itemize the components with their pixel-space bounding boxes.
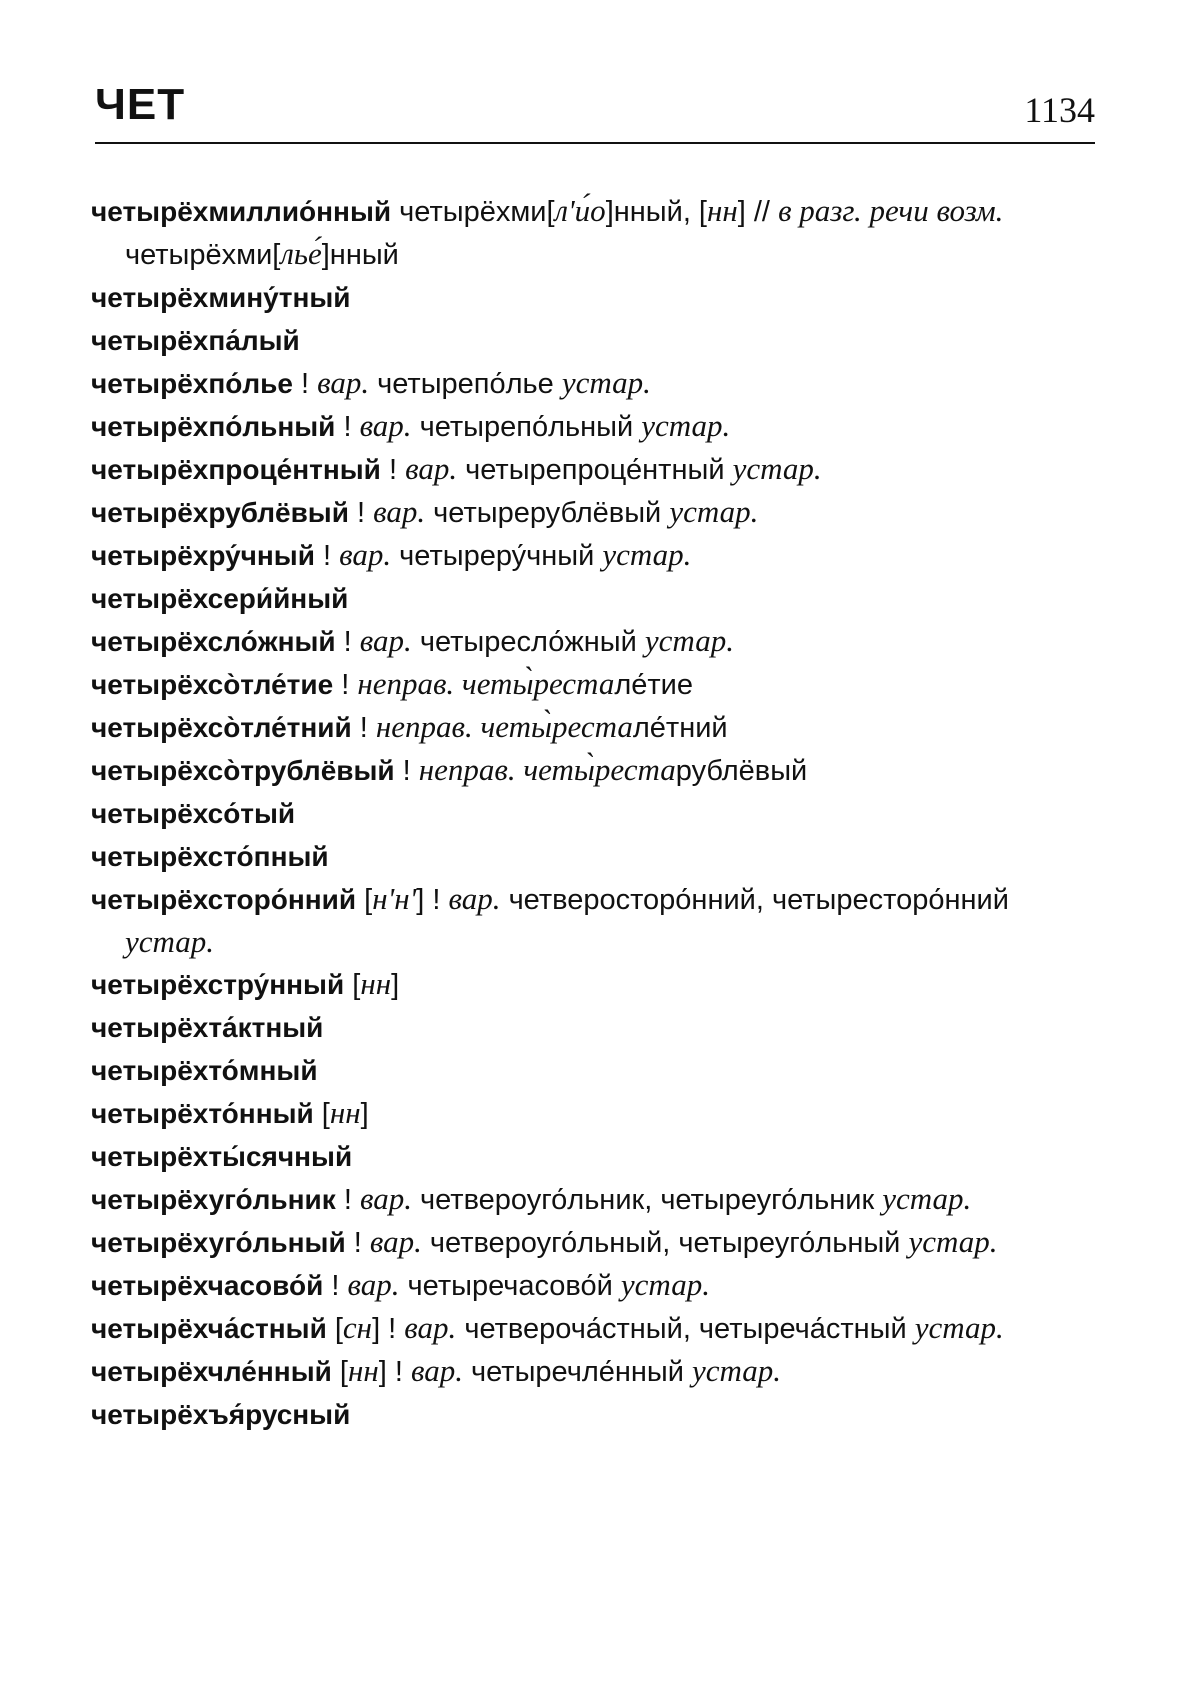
dictionary-entry xyxy=(91,577,1097,620)
entry-label: устар. xyxy=(882,1181,972,1216)
page-number: 1134 xyxy=(1024,90,1095,130)
dictionary-entry xyxy=(91,1307,1097,1350)
entry-headword: четырёхча́стный xyxy=(91,1313,327,1344)
entry-label: устар. xyxy=(561,365,651,400)
entry-headword: четырёхъя́русный xyxy=(91,1399,351,1430)
entry-label: в разг. речи возм. xyxy=(778,193,1004,228)
entry-text: четырёхми[ xyxy=(125,239,281,271)
entry-text: ле́тие xyxy=(614,669,693,701)
entry-text: [ xyxy=(326,1313,343,1345)
entry-text: ! xyxy=(333,669,358,701)
entry-label: устар. xyxy=(914,1310,1004,1345)
entry-label: вар. xyxy=(404,1310,457,1345)
dictionary-entry xyxy=(91,491,1097,534)
entry-label: нн xyxy=(347,1353,379,1388)
dictionary-entry xyxy=(91,1221,1097,1264)
entry-headword: четырёхсо̀трублёвый xyxy=(91,755,395,786)
entry-text: [ xyxy=(313,1098,330,1130)
entry-label: устар. xyxy=(732,451,822,486)
entry-text: ]нный, [ xyxy=(605,196,707,228)
entry-label: вар. xyxy=(369,1224,422,1259)
dictionary-entry xyxy=(91,276,1097,319)
entry-text: ! xyxy=(292,368,318,400)
dictionary-entry xyxy=(91,792,1097,835)
entry-label: устар. xyxy=(641,408,731,443)
entry-text: [ xyxy=(331,1356,348,1388)
dictionary-entry xyxy=(91,663,1097,706)
entry-headword: четырёхсо̀тле́тний xyxy=(91,712,352,743)
entry-headword: четырёхсторо́нний xyxy=(91,884,357,915)
entry-label: устар. xyxy=(644,623,734,658)
entry-label: вар. xyxy=(317,365,370,400)
entry-label: устар. xyxy=(692,1353,782,1388)
entry-text: четвероуго́льник, четыреуго́льник xyxy=(411,1184,883,1216)
header-word: ЧЕТ xyxy=(95,80,186,129)
entry-text: ]нный xyxy=(321,239,399,271)
entry-label: неправ. четы̀реста xyxy=(375,709,633,744)
entry-label: вар. xyxy=(405,451,458,486)
entry-headword: четырёхуго́льный xyxy=(91,1227,346,1258)
entry-label: вар. xyxy=(410,1353,463,1388)
entry-text: ] ! xyxy=(378,1356,411,1388)
entry-text: [ xyxy=(344,969,361,1001)
entry-label: нн xyxy=(329,1095,361,1130)
entry-label: устар. xyxy=(620,1267,710,1302)
entry-text: ] ! xyxy=(372,1313,405,1345)
dictionary-entry xyxy=(91,749,1097,792)
entry-text: четырерублёвый xyxy=(425,497,670,529)
entry-text: ! xyxy=(323,1270,348,1302)
entry-headword: четырёхуго́льник xyxy=(91,1184,336,1215)
entry-text: ] xyxy=(360,1098,369,1130)
entry-label: устар. xyxy=(669,494,759,529)
entry-headword: четырёхчасово́й xyxy=(91,1270,324,1301)
entry-text: рублёвый xyxy=(675,755,808,787)
entry-headword: четырёхрублёвый xyxy=(91,497,349,528)
entry-text: четверосторо́нний, четыресторо́нний xyxy=(500,884,1009,916)
entry-label: нн xyxy=(360,966,392,1001)
entry-headword: четырёхта́ктный xyxy=(91,1012,324,1043)
entry-label: вар. xyxy=(373,494,426,529)
entry-text: четыречле́нный xyxy=(462,1356,693,1388)
dictionary-entry xyxy=(91,534,1097,577)
dictionary-entry xyxy=(91,1006,1097,1049)
dictionary-entry xyxy=(91,1049,1097,1092)
entry-headword: четырёхчле́нный xyxy=(91,1356,332,1387)
running-header xyxy=(95,78,1095,144)
entry-text: четыресло́жный xyxy=(411,626,645,658)
entry-text: ! xyxy=(335,1184,360,1216)
dictionary-entry xyxy=(91,706,1097,749)
dictionary-entry xyxy=(91,835,1097,878)
dictionary-entry xyxy=(91,1092,1097,1135)
entry-text: четвероуго́льный, четыреуго́льный xyxy=(421,1227,909,1259)
entry-label: устар. xyxy=(125,924,215,959)
entry-headword: четырёхто́мный xyxy=(91,1055,318,1086)
entry-label: л'и́о xyxy=(554,193,606,228)
entry-headword: четырёхсери́йный xyxy=(91,583,349,614)
entry-headword: четырёхмиллио́нный xyxy=(91,196,392,227)
entry-headword: четырёхстру́нный xyxy=(91,969,345,1000)
entry-headword: четырёхсо́тый xyxy=(91,798,296,829)
entry-text: ! xyxy=(380,454,406,486)
dictionary-entry xyxy=(91,190,1097,276)
dictionary-entry xyxy=(91,448,1097,491)
entry-headword: четырёхру́чный xyxy=(91,540,315,571)
entry-label: вар. xyxy=(448,881,501,916)
entry-headword: четырёхсо̀тле́тие xyxy=(91,669,334,700)
entry-text: ! xyxy=(351,712,376,744)
entry-text: ! xyxy=(348,497,374,529)
entry-text: четырепо́лье xyxy=(369,368,562,400)
dictionary-entry xyxy=(91,1350,1097,1393)
entry-label: н'н' xyxy=(372,881,417,916)
entry-label: вар. xyxy=(359,408,412,443)
dictionary-entry xyxy=(91,362,1097,405)
entry-list xyxy=(91,190,1097,1436)
entry-headword: четырёхмину́тный xyxy=(91,282,351,313)
dictionary-entry xyxy=(91,1135,1097,1178)
entry-text: ! xyxy=(345,1227,370,1259)
dictionary-entry xyxy=(91,963,1097,1006)
entry-text: ] ! xyxy=(416,884,449,916)
entry-label: вар. xyxy=(347,1267,400,1302)
entry-headword: четырёхсто́пный xyxy=(91,841,329,872)
dictionary-entry xyxy=(91,1178,1097,1221)
entry-headword: четырёхто́нный xyxy=(91,1098,314,1129)
dictionary-entry xyxy=(91,1393,1097,1436)
entry-text: ! xyxy=(335,626,360,658)
dictionary-entry xyxy=(91,319,1097,362)
entry-headword: четырёхпроце́нтный xyxy=(91,454,381,485)
entry-label: устар. xyxy=(908,1224,998,1259)
entry-text: [ xyxy=(356,884,373,916)
entry-text: ! xyxy=(314,540,340,572)
entry-text: четвероча́стный, четыреча́стный xyxy=(456,1313,915,1345)
dictionary-entry xyxy=(91,878,1097,963)
entry-label: вар. xyxy=(359,623,412,658)
entry-text: четырёхми[ xyxy=(391,196,555,228)
entry-label: вар. xyxy=(339,537,392,572)
entry-label: устар. xyxy=(602,537,692,572)
entry-label: лье́ xyxy=(280,236,322,271)
entry-text: ! xyxy=(394,755,419,787)
dictionary-entry xyxy=(91,620,1097,663)
entry-text: ] xyxy=(391,969,400,1001)
dictionary-entry xyxy=(91,1264,1097,1307)
entry-text: ле́тний xyxy=(632,712,728,744)
entry-headword: четырёхпо́лье xyxy=(91,368,293,399)
dictionary-entry xyxy=(91,405,1097,448)
entry-text: четырeру́чный xyxy=(391,540,603,572)
entry-label: сн xyxy=(342,1310,373,1345)
entry-text: ! xyxy=(335,411,360,443)
entry-headword: четырёхсло́жный xyxy=(91,626,336,657)
entry-label: нн xyxy=(707,193,738,228)
entry-label: неправ. четы̀реста xyxy=(357,666,615,701)
entry-label: вар. xyxy=(359,1181,412,1216)
entry-text: четырепроце́нтный xyxy=(457,454,733,486)
entry-headword: четырёхпа́лый xyxy=(91,325,300,356)
entry-text: четырепо́льный xyxy=(411,411,642,443)
entry-headword: четырёхты́сячный xyxy=(91,1141,353,1172)
entry-text: ] // xyxy=(737,196,779,228)
entry-text: четыречасово́й xyxy=(399,1270,621,1302)
entry-headword: четырёхпо́льный xyxy=(91,411,336,442)
entry-label: неправ. четы̀реста xyxy=(418,752,676,787)
